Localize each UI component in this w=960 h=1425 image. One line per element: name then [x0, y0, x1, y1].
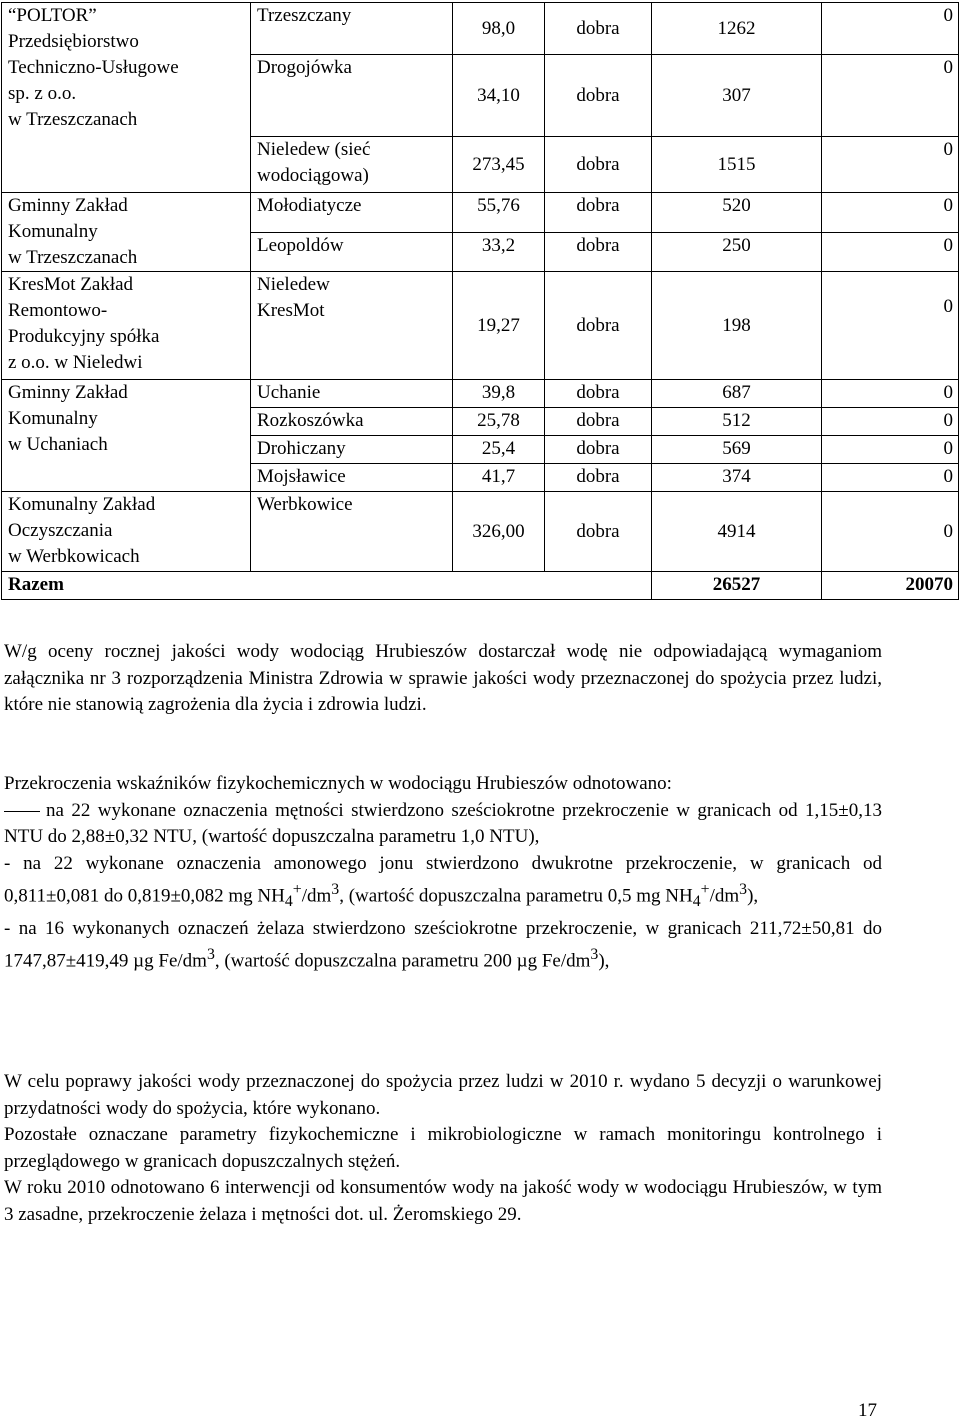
dash-mark — [4, 811, 40, 812]
people-cell: 250 — [652, 232, 822, 272]
people-cell: 520 — [652, 193, 822, 233]
superscript: + — [292, 881, 302, 898]
bad-cell: 0 — [822, 492, 959, 572]
location-cell: Drogojówka — [251, 55, 453, 137]
location-cell: Uchanie — [251, 380, 453, 408]
location-cell: Rozkoszówka — [251, 408, 453, 436]
location-cell: Leopoldów — [251, 232, 453, 272]
parameters-text: Pozostałe oznaczane parametry fizykochemiczne i mikrobiologiczne w ramach monitoringu kontrolnego i przeglądowego w granicach dopuszczalnych stężeń. — [4, 1124, 882, 1172]
volume-cell: 326,00 — [453, 492, 545, 572]
table-row — [2, 193, 959, 233]
volume-cell: 41,7 — [453, 464, 545, 492]
total-row — [2, 572, 959, 600]
owner-cell: KresMot Zakład Remontowo- Produkcyjny spółka z o.o. w Nieledwi — [2, 272, 251, 380]
bad-cell: 0 — [822, 272, 959, 380]
actions-section — [4, 1069, 882, 1228]
volume-cell: 25,78 — [453, 408, 545, 436]
ammonium-text-d: /dm — [709, 885, 740, 907]
interventions-text: W roku 2010 odnotowano 6 interwencji od konsumentów wody na jakość wody w wodociągu Hrubieszów, w tym 3 zasadne, przekroczenie żelaza i mętności dot. ul. Żeromskiego 29. — [4, 1177, 882, 1225]
bad-cell: 0 — [822, 193, 959, 233]
quality-cell: dobra — [545, 3, 652, 55]
people-cell: 1262 — [652, 3, 822, 55]
ammonium-text-a: - na 22 wykonane oznaczenia amonowego jonu stwierdzono dwukrotne przekroczenie, w granicach od 0,811±0,081 do 0,819±0,082 mg NH — [4, 852, 882, 907]
quality-cell: dobra — [545, 436, 652, 464]
total-bad: 20070 — [822, 572, 959, 600]
quality-cell: dobra — [545, 272, 652, 380]
iron-item — [4, 916, 882, 975]
ammonium-text-e: ), — [747, 885, 759, 907]
people-cell: 4914 — [652, 492, 822, 572]
bad-cell: 0 — [822, 3, 959, 55]
people-cell: 1515 — [652, 137, 822, 193]
people-cell: 198 — [652, 272, 822, 380]
bad-cell: 0 — [822, 408, 959, 436]
table-row — [2, 3, 959, 55]
people-cell: 687 — [652, 380, 822, 408]
location-cell: Mołodiatycze — [251, 193, 453, 233]
location-cell: Drohiczany — [251, 436, 453, 464]
decisions-text: W celu poprawy jakości wody przeznaczonej do spożycia przez ludzi w 2010 r. wydano 5 decyzji o warunkowej przydatności wody do spożycia, które wykonano. — [4, 1071, 882, 1119]
table-row — [2, 272, 959, 380]
superscript: 3 — [331, 881, 340, 898]
location-cell: Werbkowice — [251, 492, 453, 572]
table-row — [2, 380, 959, 408]
superscript: 3 — [590, 946, 599, 964]
owner-cell: “POLTOR” Przedsiębiorstwo Techniczno-Usługowe sp. z o.o. w Trzeszczanach — [2, 3, 251, 193]
quality-cell: dobra — [545, 232, 652, 272]
bad-cell: 0 — [822, 55, 959, 137]
bad-cell: 0 — [822, 232, 959, 272]
volume-cell: 19,27 — [453, 272, 545, 380]
exceedances-section — [4, 771, 882, 975]
location-cell: Mojsławice — [251, 464, 453, 492]
location-cell: Nieledew (sieć wodociągowa) — [251, 137, 453, 193]
volume-cell: 33,2 — [453, 232, 545, 272]
owner-cell: Gminny Zakład Komunalny w Uchaniach — [2, 380, 251, 492]
superscript: + — [700, 881, 710, 898]
quality-cell: dobra — [545, 55, 652, 137]
location-cell: Trzeszczany — [251, 3, 453, 55]
table-row — [2, 492, 959, 572]
quality-assessment-paragraph — [4, 639, 882, 719]
quality-cell: dobra — [545, 380, 652, 408]
bad-cell: 0 — [822, 137, 959, 193]
people-cell: 569 — [652, 436, 822, 464]
volume-cell: 39,8 — [453, 380, 545, 408]
quality-cell: dobra — [545, 193, 652, 233]
volume-cell: 34,10 — [453, 55, 545, 137]
owner-cell: Komunalny Zakład Oczyszczania w Werbkowicach — [2, 492, 251, 572]
quality-cell: dobra — [545, 464, 652, 492]
turbidity-item — [4, 798, 882, 851]
ammonium-text-c: , (wartość dopuszczalna parametru 0,5 mg NH — [339, 885, 693, 907]
iron-text-a: - na 16 wykonanych oznaczeń żelaza stwierdzono sześciokrotne przekroczenie, w granicach 211,72±50,81 do 1747,87±419,49 µg Fe/dm — [4, 917, 882, 972]
volume-cell: 98,0 — [453, 3, 545, 55]
quality-cell: dobra — [545, 408, 652, 436]
total-people: 26527 — [652, 572, 822, 600]
people-cell: 512 — [652, 408, 822, 436]
total-label: Razem — [2, 572, 652, 600]
volume-cell: 25,4 — [453, 436, 545, 464]
iron-text-c: ), — [598, 950, 610, 972]
people-cell: 374 — [652, 464, 822, 492]
people-cell: 307 — [652, 55, 822, 137]
volume-cell: 55,76 — [453, 193, 545, 233]
volume-cell: 273,45 — [453, 137, 545, 193]
quality-cell: dobra — [545, 492, 652, 572]
iron-text-b: , (wartość dopuszczalna parametru 200 µg Fe/dm — [214, 950, 591, 972]
turbidity-text: na 22 wykonane oznaczenia mętności stwierdzono sześciokrotne przekroczenie w granicach od 1,15±0,13 NTU do 2,88±0,32 NTU, (wartość dopuszczalna parametru 1,0 NTU), — [4, 799, 882, 847]
page-number: 17 — [858, 1400, 877, 1421]
quality-cell: dobra — [545, 137, 652, 193]
superscript: 3 — [206, 946, 215, 964]
assessment-text: W/g oceny rocznej jakości wody wodociąg Hrubieszów dostarczał wodę nie odpowiadającą wymaganiom załącznika nr 3 rozporządzenia Ministra Zdrowia w sprawie jakości wody przeznaczonej do spożycia przez ludzi, które nie stanowią zagrożenia dla życia i zdrowia ludzi. — [4, 641, 882, 715]
subscript: 4 — [284, 893, 293, 911]
location-cell: Nieledew KresMot — [251, 272, 453, 380]
ammonium-text-b: /dm — [301, 885, 332, 907]
bad-cell: 0 — [822, 380, 959, 408]
ammonium-item — [4, 851, 882, 916]
subscript: 4 — [692, 893, 701, 911]
owner-cell: Gminny Zakład Komunalny w Trzeszczanach — [2, 193, 251, 272]
superscript: 3 — [739, 881, 748, 898]
bad-cell: 0 — [822, 464, 959, 492]
water-supply-table — [1, 2, 959, 600]
exceedances-intro: Przekroczenia wskaźników fizykochemicznych w wodociągu Hrubieszów odnotowano: — [4, 773, 672, 794]
bad-cell: 0 — [822, 436, 959, 464]
